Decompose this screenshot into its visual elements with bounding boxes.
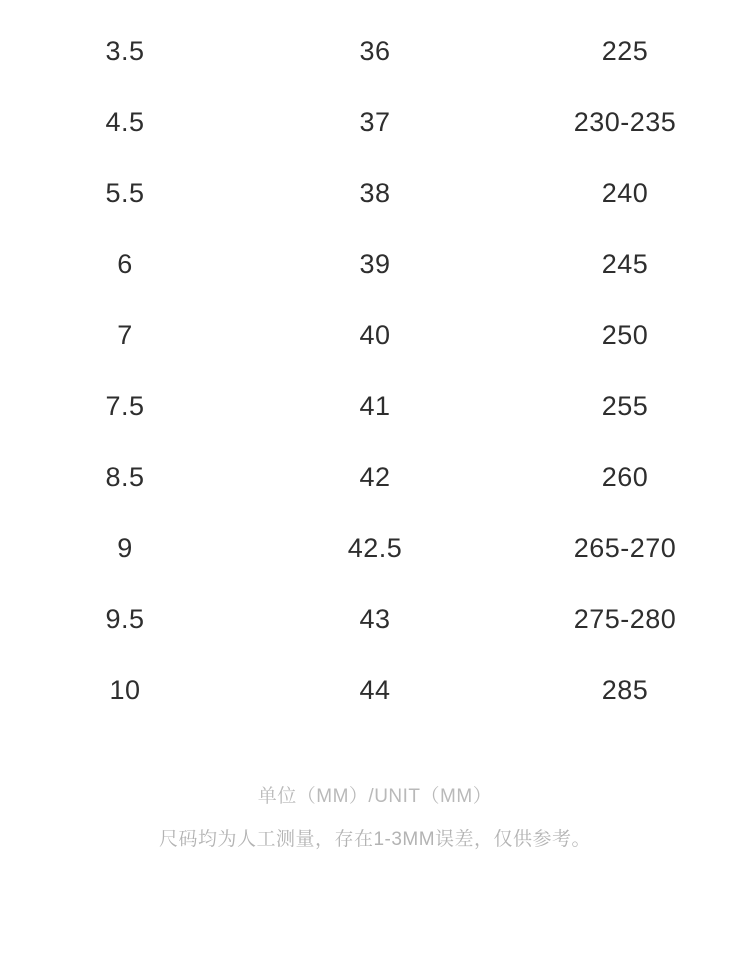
- cell-eu: 40: [359, 319, 391, 350]
- cell-mm: 255: [601, 390, 649, 421]
- size-table-body: [0, 16, 750, 726]
- cell-eu: 36: [359, 35, 391, 66]
- cell-mm: 225: [601, 35, 649, 66]
- cell-mm: 240: [601, 177, 649, 208]
- cell-eu: 39: [359, 248, 391, 279]
- table-row: [0, 300, 750, 371]
- table-row: [0, 371, 750, 442]
- cell-eu: 42: [359, 461, 391, 492]
- cell-us: 7: [117, 319, 133, 350]
- footer-notes: [0, 781, 750, 851]
- table-row: [0, 655, 750, 726]
- cell-mm: 250: [601, 319, 649, 350]
- table-row: [0, 87, 750, 158]
- cell-eu: 42.5: [347, 532, 403, 563]
- cell-us: 5.5: [105, 177, 145, 208]
- cell-mm: 265-270: [573, 532, 677, 563]
- cell-eu: 37: [359, 106, 391, 137]
- cell-mm: 230-235: [573, 106, 677, 137]
- cell-eu: 41: [359, 390, 391, 421]
- cell-us: 9: [117, 532, 133, 563]
- cell-mm: 260: [601, 461, 649, 492]
- cell-eu: 38: [359, 177, 391, 208]
- cell-us: 6: [117, 248, 133, 279]
- table-row: [0, 229, 750, 300]
- cell-us: 9.5: [105, 603, 145, 634]
- table-row: [0, 442, 750, 513]
- cell-us: 3.5: [105, 35, 145, 66]
- cell-us: 7.5: [105, 390, 145, 421]
- cell-eu: 44: [359, 674, 391, 705]
- cell-mm: 275-280: [573, 603, 677, 634]
- cell-us: 4.5: [105, 106, 145, 137]
- table-row: [0, 16, 750, 87]
- cell-mm: 245: [601, 248, 649, 279]
- cell-us: 10: [109, 674, 141, 705]
- cell-eu: 43: [359, 603, 391, 634]
- table-row: [0, 513, 750, 584]
- table-row: [0, 584, 750, 655]
- table-row: [0, 158, 750, 229]
- cell-mm: 285: [601, 674, 649, 705]
- size-table: [0, 16, 750, 726]
- measurement-disclaimer: 尺码均为人工测量，存在1-3MM误差，仅供参考。: [158, 829, 592, 850]
- unit-note: 单位（MM）/UNIT（MM）: [257, 786, 493, 807]
- size-chart-page: [0, 16, 750, 976]
- cell-us: 8.5: [105, 461, 145, 492]
